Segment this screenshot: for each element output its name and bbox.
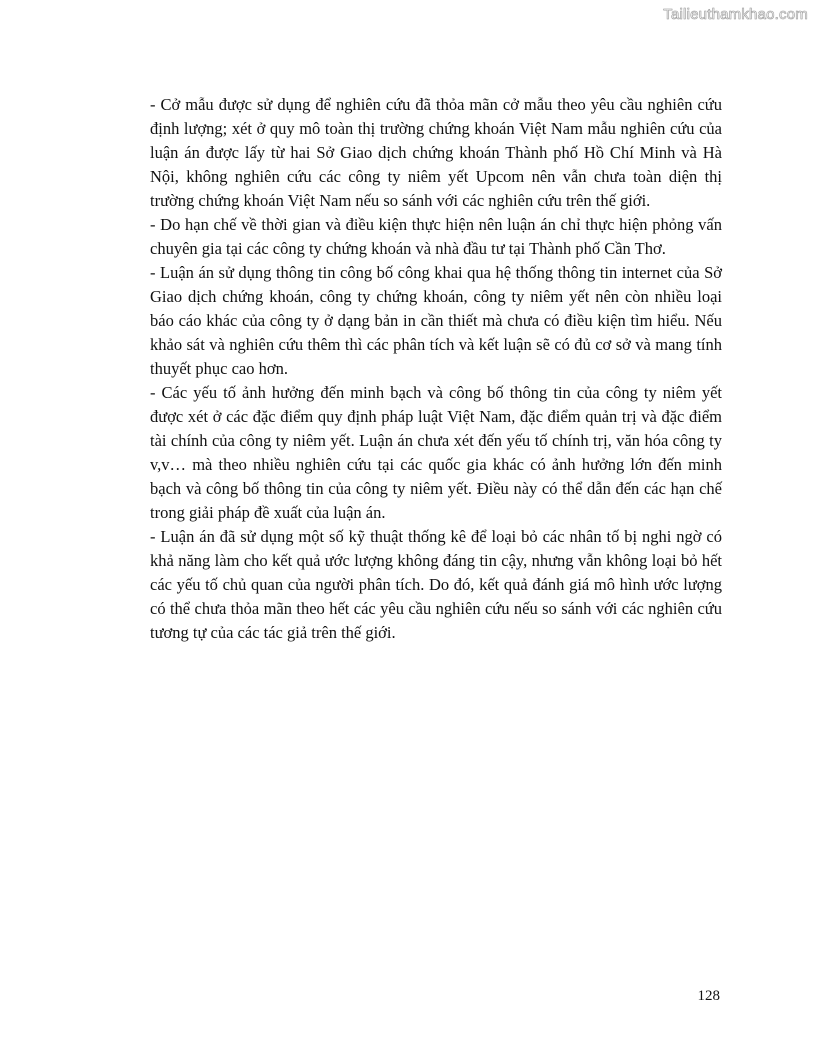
page-number: 128 (697, 988, 720, 1004)
body-text (150, 93, 722, 645)
paragraph-public-information: - Luận án sử dụng thông tin công bố công khai qua hệ thống thông tin internet của Sở Giao dịch chứng khoán, công ty chứng khoán, công ty niêm yết nên còn nhiều loại báo cáo khác của công ty ở dạng bản in cần thiết mà chưa có điều kiện tìm hiểu. Nếu khảo sát và nghiên cứu thêm thì các phân tích và kết luận sẽ có đủ cơ sở và mang tính thuyết phục cao hơn. (150, 263, 722, 378)
paragraph-time-limits: - Do hạn chế về thời gian và điều kiện thực hiện nên luận án chỉ thực hiện phỏng vấn chuyên gia tại các công ty chứng khoán và nhà đầu tư tại Thành phố Cần Thơ. (150, 215, 722, 258)
watermark: Tailieuthamkhao.com (663, 6, 808, 23)
paragraph-statistical-techniques: - Luận án đã sử dụng một số kỹ thuật thống kê để loại bỏ các nhân tố bị nghi ngờ có khả năng làm cho kết quả ước lượng không đáng tin cậy, nhưng vẫn không loại bỏ hết các yếu tố chủ quan của người phân tích. Do đó, kết quả đánh giá mô hình ước lượng có thể chưa thỏa mãn theo hết các yêu cầu nghiên cứu nếu so sánh với các nghiên cứu tương tự của các tác giả trên thế giới. (150, 527, 722, 642)
paragraph-influencing-factors: - Các yếu tố ảnh hưởng đến minh bạch và công bố thông tin của công ty niêm yết được xét ở các đặc điểm quy định pháp luật Việt Nam, đặc điểm quản trị và đặc điểm tài chính của công ty niêm yết. Luận án chưa xét đến yếu tố chính trị, văn hóa công ty v,v… mà theo nhiều nghiên cứu tại các quốc gia khác có ảnh hưởng lớn đến minh bạch và công bố thông tin của công ty niêm yết. Điều này có thể dẫn đến các hạn chế trong giải pháp đề xuất của luận án. (150, 383, 722, 522)
paragraph-sample-size: - Cở mẫu được sử dụng để nghiên cứu đã thỏa mãn cở mẫu theo yêu cầu nghiên cứu định lượng; xét ở quy mô toàn thị trường chứng khoán Việt Nam mẫu nghiên cứu của luận án được lấy từ hai Sở Giao dịch chứng khoán Thành phố Hồ Chí Minh và Hà Nội, không nghiên cứu các công ty niêm yết Upcom nên vẫn chưa toàn diện thị trường chứng khoán Việt Nam nếu so sánh với các nghiên cứu trên thế giới. (150, 95, 722, 210)
